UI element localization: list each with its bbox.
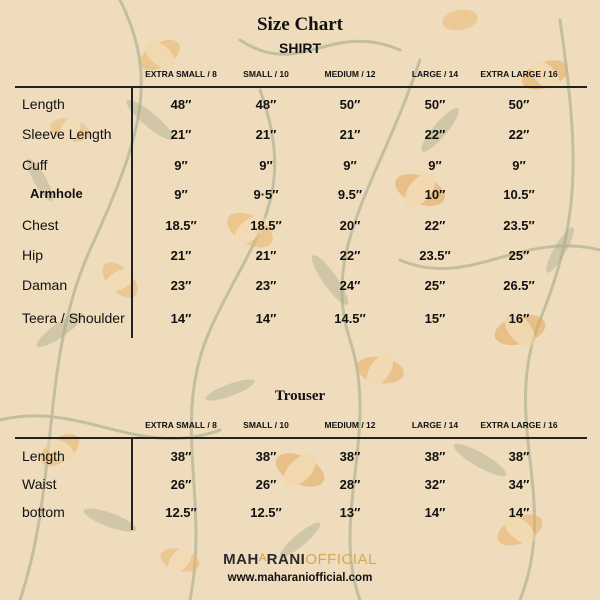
trouser-row-label: Waist: [22, 476, 57, 492]
trouser-cell: 38″: [170, 449, 192, 464]
shirt-col-l: LARGE / 14: [411, 69, 459, 79]
shirt-row-label: Cuff: [22, 157, 48, 173]
shirt-cell: 18.5″: [165, 218, 197, 233]
shirt-cell: 25″: [424, 278, 446, 293]
trouser-cell: 12.5″: [165, 505, 197, 520]
shirt-cell: 23.5″: [503, 218, 535, 233]
trouser-column-divider: [131, 437, 133, 530]
website-link[interactable]: www.maharaniofficial.com: [227, 572, 373, 584]
shirt-cell: 50″: [424, 97, 446, 112]
trouser-header-rule: [15, 437, 587, 439]
shirt-cell: 50″: [508, 97, 530, 112]
brand-logo: [0, 551, 600, 568]
shirt-cell: 22″: [424, 127, 446, 142]
trouser-cell: 38″: [255, 449, 277, 464]
brand-logo-crown: A: [258, 552, 267, 564]
shirt-cell: 9″: [174, 158, 188, 173]
trouser-cell: 38″: [424, 449, 446, 464]
shirt-cell: 9″: [259, 158, 273, 173]
shirt-cell: 21″: [339, 127, 361, 142]
shirt-cell: 9″: [512, 158, 526, 173]
trouser-cell: 26″: [255, 477, 277, 492]
shirt-row-label: Armhole: [30, 186, 83, 201]
shirt-column-divider: [131, 86, 133, 338]
shirt-cell: 10.5″: [503, 187, 535, 202]
shirt-cell: 16″: [508, 311, 530, 326]
shirt-cell: 22″: [508, 127, 530, 142]
trouser-cell: 26″: [170, 477, 192, 492]
shirt-cell: 9.5″: [337, 187, 363, 202]
trouser-row-label: bottom: [22, 504, 65, 520]
trouser-cell: 38″: [508, 449, 530, 464]
shirt-cell: 21″: [255, 127, 277, 142]
shirt-cell: 9″: [174, 187, 188, 202]
shirt-cell: 14″: [170, 311, 192, 326]
shirt-cell: 14.5″: [334, 311, 366, 326]
trouser-row-label: Length: [22, 448, 65, 464]
trouser-cell: 32″: [424, 477, 446, 492]
shirt-cell: 48″: [170, 97, 192, 112]
shirt-row-label: Sleeve Length: [22, 126, 112, 142]
shirt-row-label: Daman: [22, 277, 68, 293]
trouser-cell: 12.5″: [250, 505, 282, 520]
shirt-col-m: MEDIUM / 12: [324, 69, 376, 79]
shirt-cell: 9″: [428, 158, 442, 173]
shirt-header-rule: [15, 86, 587, 88]
trouser-cell: 13″: [339, 505, 361, 520]
shirt-cell: 23″: [170, 278, 192, 293]
shirt-row-label: Length: [22, 96, 65, 112]
shirt-row-label: Chest: [22, 217, 59, 233]
shirt-col-s: SMALL / 10: [243, 69, 289, 79]
brand-logo-part: MAH: [223, 551, 259, 568]
trouser-col-xs: EXTRA SMALL / 8: [145, 420, 217, 430]
shirt-col-xs: EXTRA SMALL / 8: [145, 69, 217, 79]
shirt-cell: 24″: [339, 278, 361, 293]
shirt-cell: 15″: [424, 311, 446, 326]
brand-logo-part: RANI: [266, 551, 306, 568]
page-title: Size Chart: [256, 14, 343, 35]
shirt-cell: 10″: [424, 187, 446, 202]
shirt-cell: 9·5″: [253, 187, 279, 202]
trouser-cell: 14″: [424, 505, 446, 520]
shirt-cell: 18.5″: [250, 218, 282, 233]
trouser-cell: 14″: [508, 505, 530, 520]
trouser-col-s: SMALL / 10: [243, 420, 289, 430]
shirt-cell: 23″: [255, 278, 277, 293]
shirt-row-label: Teera / Shoulder: [22, 310, 125, 326]
trouser-col-xl: EXTRA LARGE / 16: [480, 420, 558, 430]
shirt-cell: 50″: [339, 97, 361, 112]
shirt-cell: 14″: [255, 311, 277, 326]
shirt-heading: SHIRT: [279, 40, 321, 56]
shirt-cell: 22″: [424, 218, 446, 233]
trouser-cell: 38″: [339, 449, 361, 464]
shirt-cell: 23.5″: [419, 248, 451, 263]
brand-logo-part: OFFICIAL: [305, 551, 377, 568]
trouser-col-m: MEDIUM / 12: [324, 420, 376, 430]
trouser-heading: Trouser: [274, 388, 326, 404]
shirt-cell: 26.5″: [503, 278, 535, 293]
shirt-cell: 25″: [508, 248, 530, 263]
shirt-cell: 9″: [343, 158, 357, 173]
shirt-col-xl: EXTRA LARGE / 16: [480, 69, 558, 79]
shirt-cell: 21″: [170, 248, 192, 263]
shirt-cell: 21″: [170, 127, 192, 142]
shirt-cell: 48″: [255, 97, 277, 112]
trouser-cell: 34″: [508, 477, 530, 492]
trouser-cell: 28″: [339, 477, 361, 492]
trouser-col-l: LARGE / 14: [411, 420, 459, 430]
shirt-cell: 20″: [339, 218, 361, 233]
shirt-cell: 22″: [339, 248, 361, 263]
shirt-row-label: Hip: [22, 247, 44, 263]
shirt-cell: 21″: [255, 248, 277, 263]
